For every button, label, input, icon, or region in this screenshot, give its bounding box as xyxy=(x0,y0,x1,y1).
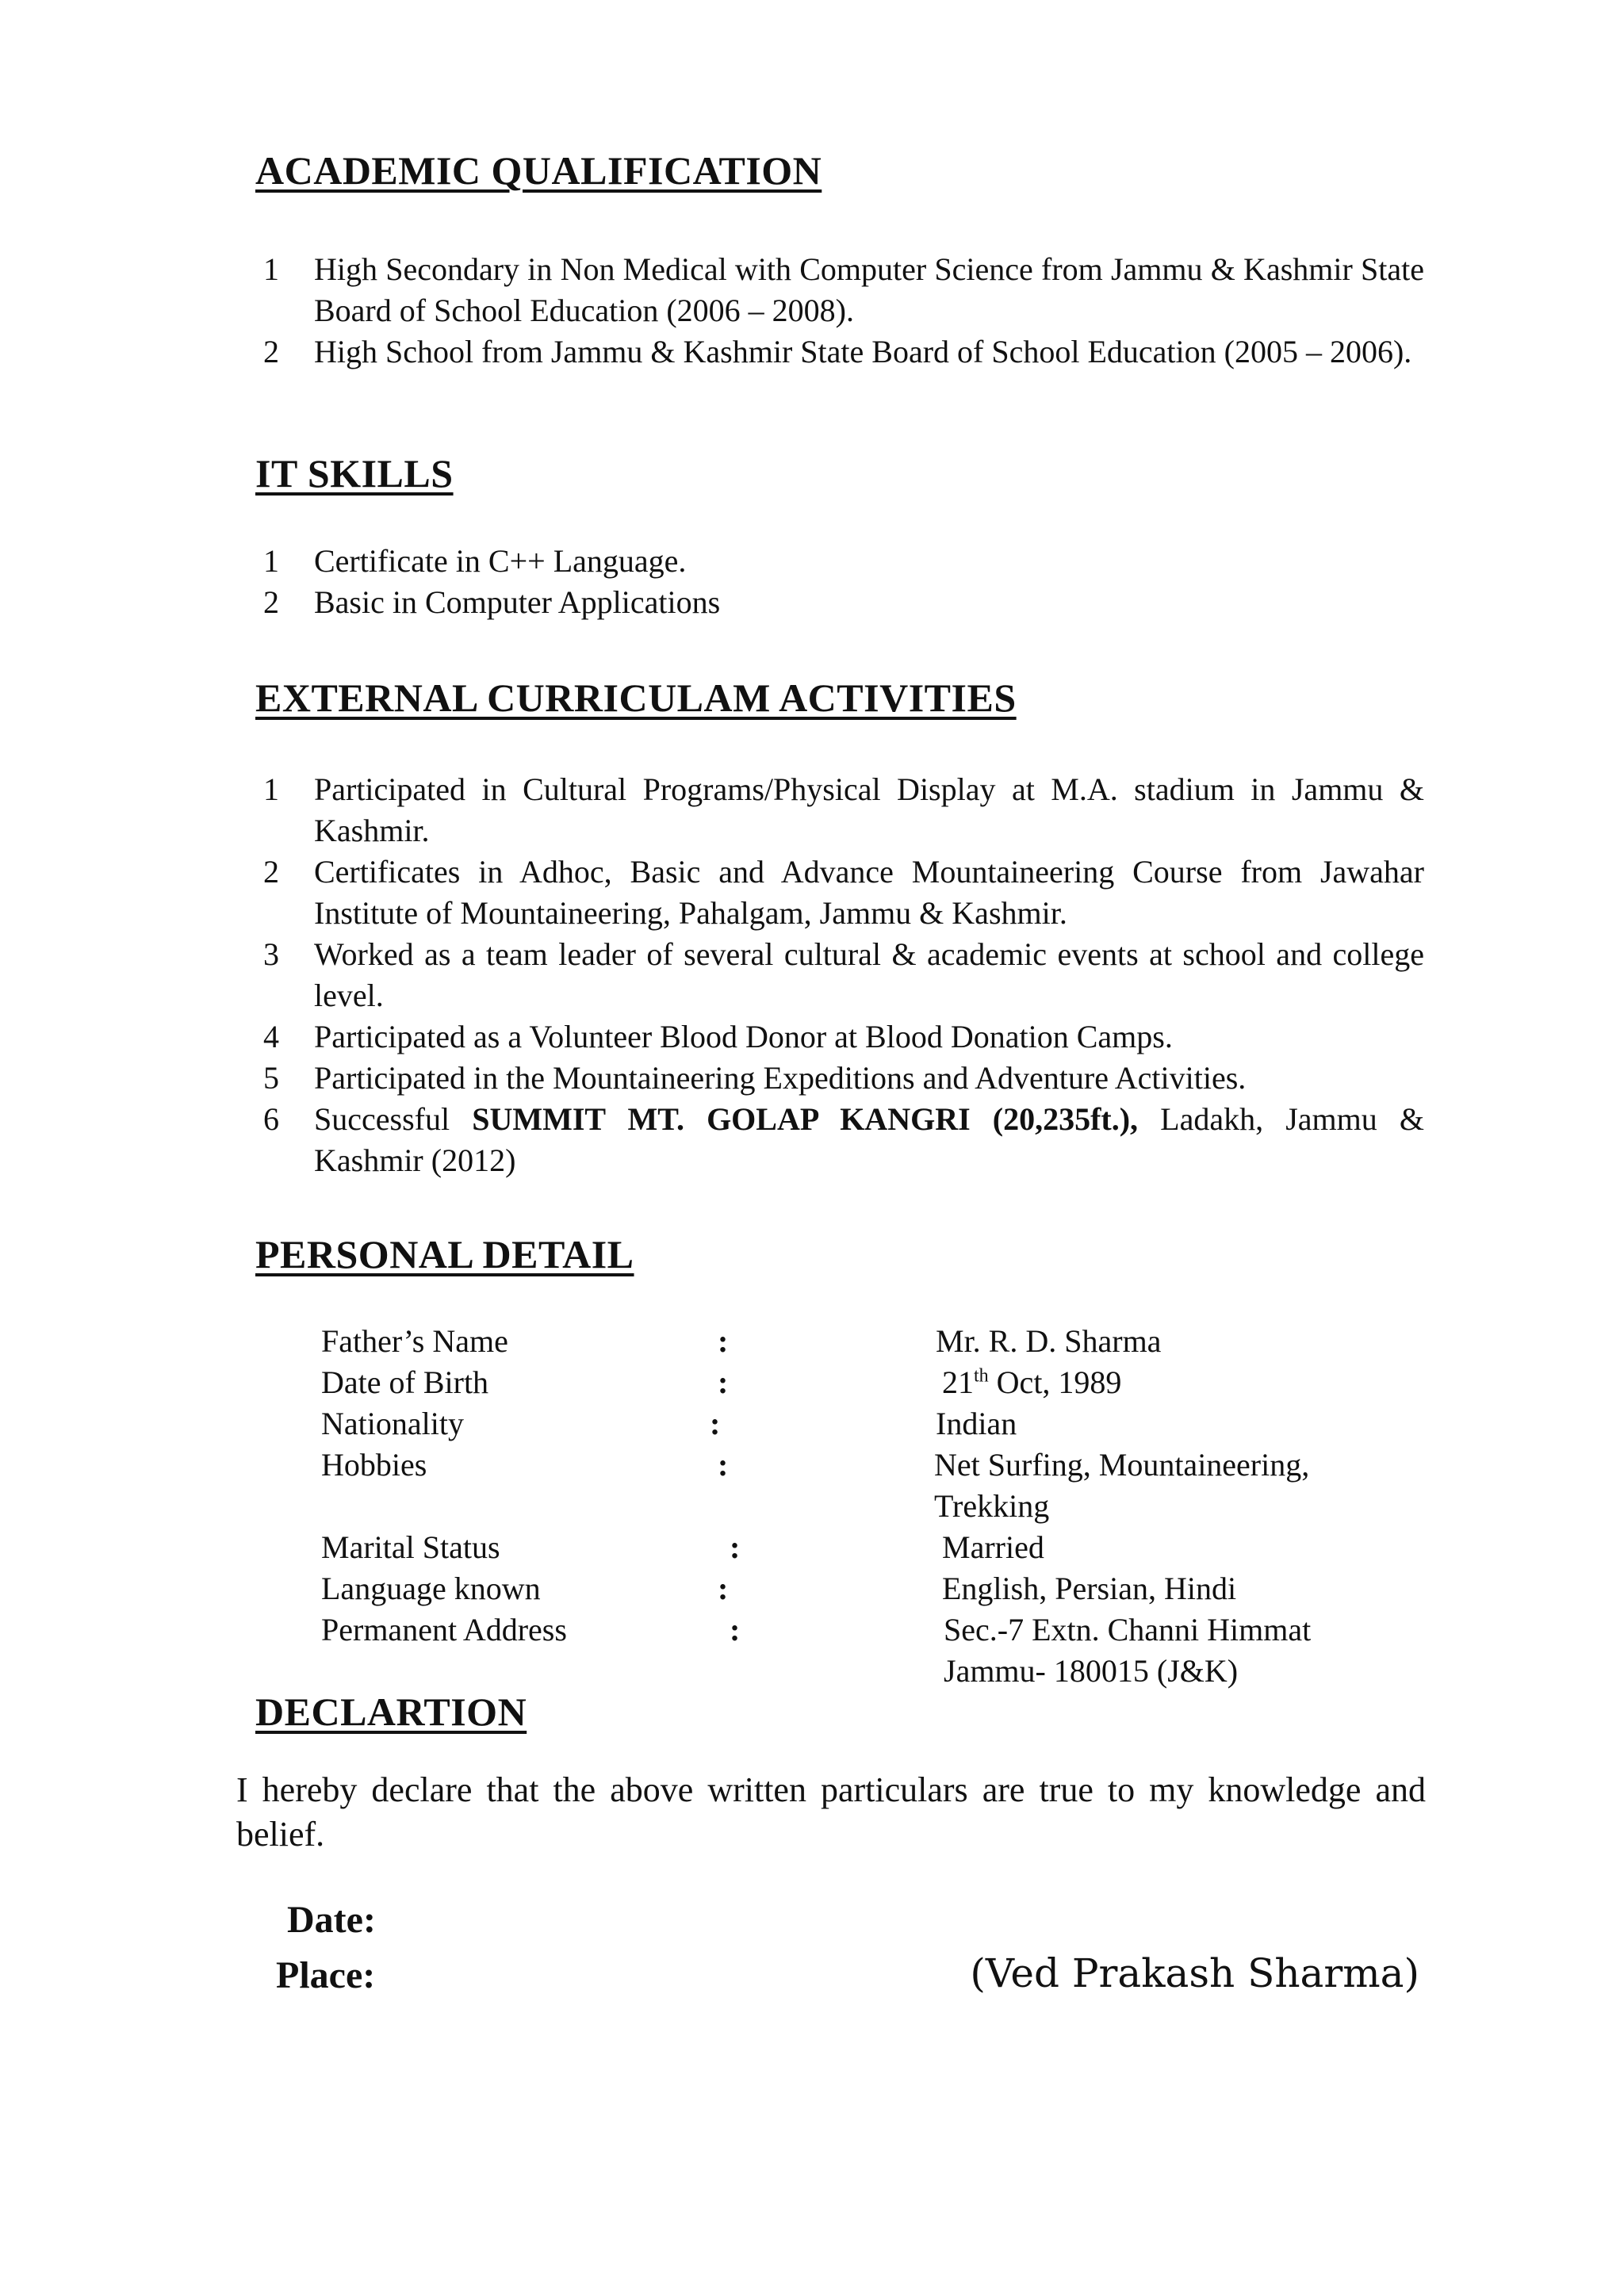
detail-label: Language known xyxy=(321,1571,541,1606)
list-item xyxy=(255,1099,1424,1181)
item-number: 6 xyxy=(263,1101,279,1137)
detail-colon: : xyxy=(710,1406,721,1441)
academic-qualification-list xyxy=(255,249,1424,373)
list-item xyxy=(255,769,1424,851)
item-number: 2 xyxy=(263,584,279,620)
list-item xyxy=(255,1016,1424,1058)
detail-label: Permanent Address xyxy=(321,1612,567,1647)
item-text: Certificate in C++ Language. xyxy=(314,543,687,579)
item-number: 2 xyxy=(263,334,279,369)
detail-value: Indian xyxy=(936,1406,1017,1441)
signatory-name: (Ved Prakash Sharma) xyxy=(970,1950,1419,1996)
external-activities-heading: EXTERNAL CURRICULAM ACTIVITIES xyxy=(255,675,1017,720)
item-text: High Secondary in Non Medical with Computer Science from Jammu & Kashmir State Board of School Education (2006 – 2008). xyxy=(314,251,1424,328)
item-number: 5 xyxy=(263,1060,279,1096)
detail-colon: : xyxy=(730,1529,741,1565)
list-item xyxy=(255,331,1424,373)
item-number: 1 xyxy=(263,251,279,287)
item-text: Worked as a team leader of several cultural & academic events at school and college level. xyxy=(314,936,1424,1013)
item-text: Participated as a Volunteer Blood Donor at Blood Donation Camps. xyxy=(314,1019,1173,1054)
personal-detail-heading: PERSONAL DETAIL xyxy=(255,1232,634,1276)
detail-value: Net Surfing, Mountaineering, Trekking xyxy=(934,1447,1310,1524)
declaration-heading: DECLARTION xyxy=(255,1689,527,1734)
detail-value xyxy=(942,1362,1386,1403)
dob-rest: Oct, 1989 xyxy=(988,1364,1122,1400)
date-label: Date: xyxy=(287,1899,376,1941)
dob-day: 21 xyxy=(942,1364,974,1400)
detail-label: Date of Birth xyxy=(321,1364,489,1400)
detail-value: English, Persian, Hindi xyxy=(942,1571,1237,1606)
item-number: 2 xyxy=(263,854,279,890)
summit-highlight: SUMMIT MT. GOLAP KANGRI (20,235ft.), xyxy=(472,1101,1139,1137)
list-item xyxy=(255,1058,1424,1099)
it-skills-heading: IT SKILLS xyxy=(255,451,454,496)
list-item xyxy=(255,934,1424,1016)
item-number: 4 xyxy=(263,1019,279,1054)
item-number: 1 xyxy=(263,543,279,579)
academic-qualification-heading: ACADEMIC QUALIFICATION xyxy=(255,148,822,193)
detail-colon: : xyxy=(718,1447,729,1483)
detail-colon: : xyxy=(718,1364,729,1400)
external-activities-list xyxy=(255,769,1424,1181)
address-line-2: Jammu- 180015 (J&K) xyxy=(944,1653,1239,1689)
place-label: Place: xyxy=(276,1954,376,1996)
detail-colon: : xyxy=(718,1571,729,1606)
list-item xyxy=(255,541,1424,582)
detail-value xyxy=(944,1609,1388,1692)
item-text-suffix: Ladakh, Jammu & Kashmir (2012) xyxy=(314,1101,1424,1178)
detail-colon: : xyxy=(718,1323,729,1359)
item-text-prefix: Successful xyxy=(314,1101,473,1137)
item-number: 1 xyxy=(263,771,279,807)
list-item xyxy=(255,851,1424,934)
declaration-text: I hereby declare that the above written particulars are true to my knowledge and belief. xyxy=(236,1770,1426,1854)
detail-label: Hobbies xyxy=(321,1447,427,1483)
item-text: Certificates in Adhoc, Basic and Advance Mountaineering Course from Jawahar Institute of Mountaineering, Pahalgam, Jammu & Kashmir. xyxy=(314,854,1424,931)
detail-label: Father’s Name xyxy=(321,1323,508,1359)
list-item xyxy=(255,249,1424,331)
detail-value: Mr. R. D. Sharma xyxy=(936,1323,1162,1359)
item-text: Basic in Computer Applications xyxy=(314,584,721,620)
detail-label: Nationality xyxy=(321,1406,464,1441)
detail-label: Marital Status xyxy=(321,1529,500,1565)
it-skills-list xyxy=(255,541,1424,623)
item-text: High School from Jammu & Kashmir State Board of School Education (2005 – 2006). xyxy=(314,334,1412,369)
item-text: Participated in the Mountaineering Expeditions and Adventure Activities. xyxy=(314,1060,1247,1096)
detail-colon: : xyxy=(730,1612,741,1647)
item-number: 3 xyxy=(263,936,279,972)
detail-value: Married xyxy=(942,1529,1044,1565)
address-line-1: Sec.-7 Extn. Channi Himmat xyxy=(944,1612,1312,1647)
item-text: Participated in Cultural Programs/Physical Display at M.A. stadium in Jammu & Kashmir. xyxy=(314,771,1424,848)
list-item xyxy=(255,582,1424,623)
dob-suffix: th xyxy=(974,1365,989,1387)
